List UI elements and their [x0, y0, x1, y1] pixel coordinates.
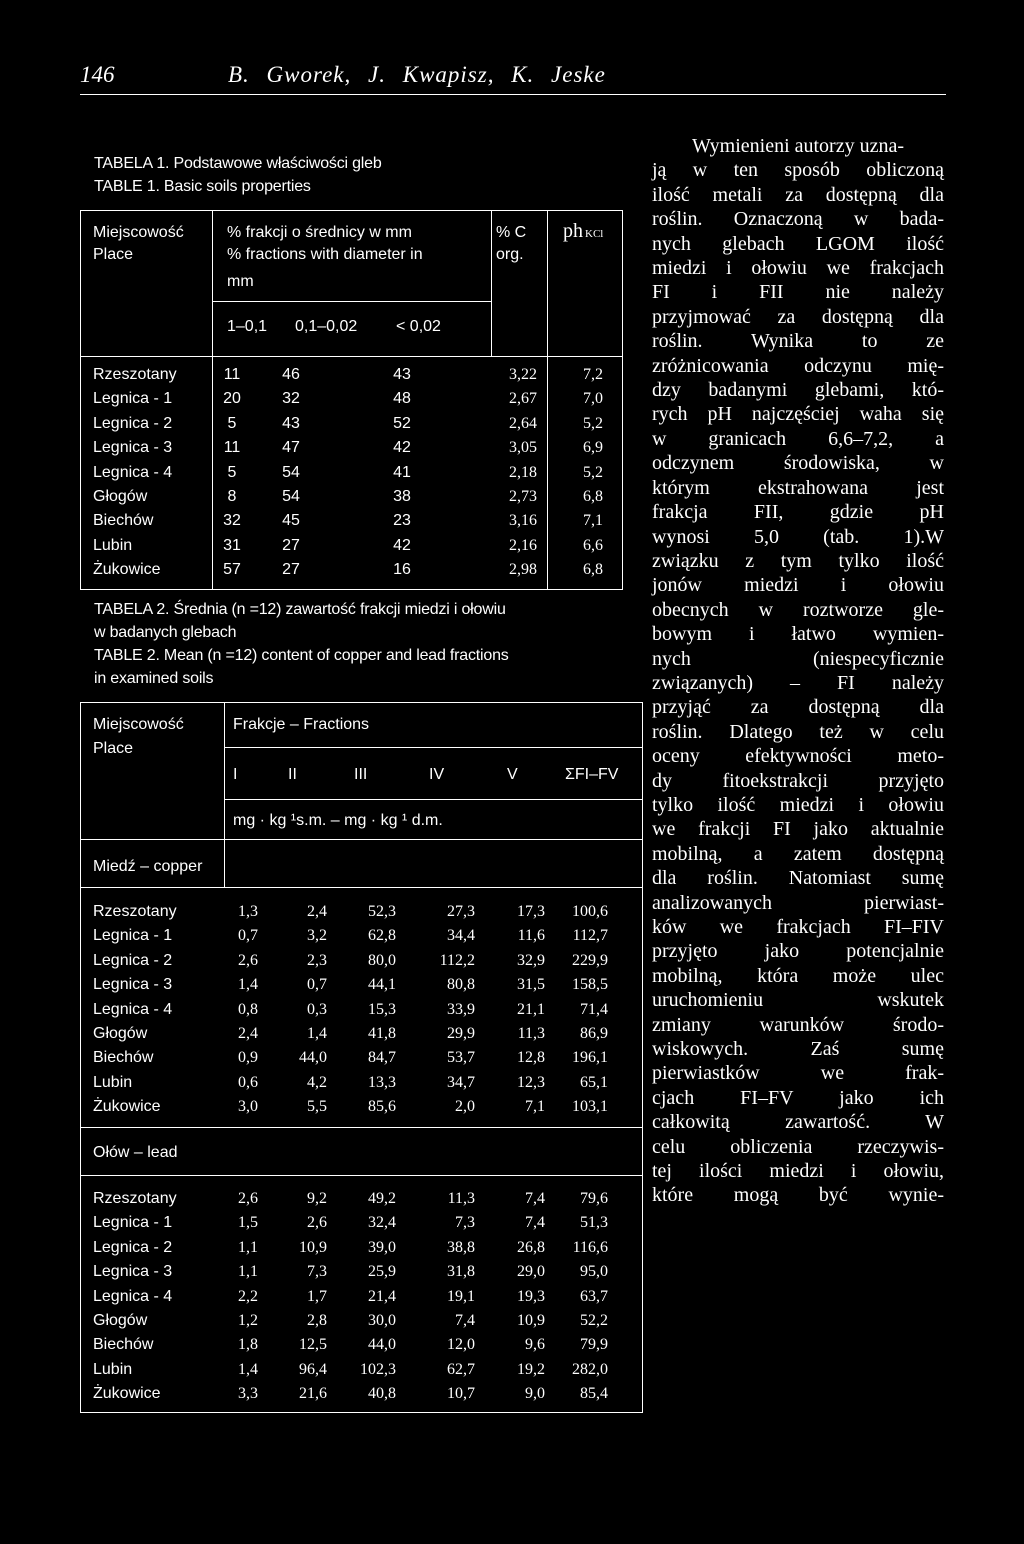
t2-cell: 62,8	[368, 927, 396, 945]
t2-cell: 12,5	[299, 1336, 327, 1354]
t2-cell: 7,3	[307, 1263, 327, 1281]
t2-cell: 85,6	[368, 1098, 396, 1116]
t2-cell: 40,8	[368, 1385, 396, 1403]
t2-cell: 39,0	[368, 1238, 396, 1256]
t2-cell: 2,6	[238, 1190, 258, 1207]
t2-cell: 0,7	[307, 976, 327, 994]
t1-cell: 52	[393, 414, 411, 432]
t2-cell: 7,4	[525, 1190, 545, 1207]
text-line: zmiany warunków środo-	[652, 1013, 944, 1036]
table2-caption-en-2: in examined soils	[94, 670, 214, 687]
t2-cell: 52,2	[580, 1311, 608, 1329]
t1-cell: 2,98	[509, 561, 537, 579]
t1-head-frac-pl: % frakcji o średnicy w mm	[227, 224, 412, 241]
t1-cell: 31	[223, 536, 241, 554]
t2-cell: 7,3	[455, 1214, 475, 1232]
t2-cell: 19,1	[447, 1287, 475, 1305]
t1-cell: 11	[223, 366, 241, 383]
t1-cell: 3,05	[509, 439, 537, 457]
t1-sub-b: 0,1–0,02	[295, 318, 358, 335]
t2-cell: 53,7	[447, 1049, 475, 1067]
text-line: przyjęto jako potencjalnie	[652, 940, 944, 963]
t2-cell: 30,0	[368, 1311, 396, 1329]
t2-cell: 84,7	[368, 1049, 396, 1067]
t2-cell: 19,2	[517, 1360, 545, 1378]
t2-cell: 3,3	[238, 1385, 258, 1403]
t1-cell: 6,8	[583, 561, 603, 579]
t2-cell: 112,7	[572, 927, 608, 945]
t2-pb-I	[211, 1187, 258, 1407]
t2-cell: 0,7	[238, 927, 258, 945]
text-line: ją w ten sposób obliczoną	[652, 159, 944, 182]
text-line: obecnych w roztworze gle-	[652, 598, 944, 621]
t2-cell: 7,4	[525, 1214, 545, 1232]
t1-head-c: % C	[496, 224, 527, 241]
table2	[80, 702, 643, 1413]
text-line: rych pH najczęściej waha się	[652, 403, 944, 426]
t1-place: Legnica - 4	[93, 463, 173, 481]
t2-place: Żukowice	[93, 1385, 161, 1403]
text-line: wiskowych. Zaś sumę	[652, 1038, 944, 1061]
text-line: związanych) – FI należy	[652, 671, 944, 694]
text-line: które mogą być wynie-	[652, 1184, 944, 1207]
t2-cell: 1,3	[238, 903, 258, 920]
text-line: którym ekstrahowana jest	[652, 476, 944, 499]
table2-caption-pl-2: w badanych glebach	[94, 624, 237, 641]
t1-cell: 20	[223, 390, 241, 408]
t2-cell: 9,6	[525, 1336, 545, 1354]
t2-cell: 4,2	[307, 1073, 327, 1091]
t2-cell: 31,8	[447, 1263, 475, 1281]
t1-cell: 54	[282, 487, 300, 505]
t1-places	[93, 363, 177, 583]
t2-place: Biechów	[93, 1049, 154, 1067]
text-line: dy fitoekstrakcji przyjęto	[652, 769, 944, 792]
t2-cell: 21,6	[299, 1385, 327, 1403]
t2-cell: 5,5	[307, 1098, 327, 1116]
text-line: bowym i łatwo wymien-	[652, 623, 944, 646]
t2-cell: 2,3	[307, 951, 327, 969]
t2-cell: 96,4	[299, 1360, 327, 1378]
t2-cell: 2,6	[238, 951, 258, 969]
t2-cell: 44,0	[368, 1336, 396, 1354]
t2-cell: 1,5	[238, 1214, 258, 1232]
text-line: we frakcji FI jako aktualnie	[652, 818, 944, 841]
text-line: tylko ilość miedzi i ołowiu	[652, 793, 944, 816]
t2-pb-IV	[411, 1187, 475, 1407]
t2-cell: 10,9	[299, 1238, 327, 1256]
text-line: ków we frakcjach FI–FIV	[652, 916, 944, 938]
t2-place: Legnica - 3	[93, 976, 173, 994]
t1-cell: 54	[282, 463, 300, 481]
t2-cell: 1,4	[238, 976, 258, 994]
t2-cell: 2,4	[238, 1024, 258, 1042]
t1-cell: 2,18	[509, 463, 537, 481]
t2-place: Legnica - 2	[93, 1238, 173, 1256]
t1-cell: 8	[227, 487, 237, 505]
t2-cell: 25,9	[368, 1263, 396, 1281]
text-line: dzy badanymi glebami, któ-	[652, 379, 944, 402]
t2-cell: 103,1	[572, 1098, 608, 1116]
t2-cell: 1,7	[307, 1287, 327, 1305]
t2-cell: 1,1	[238, 1263, 258, 1281]
t2-copper-label: Miedź – copper	[93, 858, 203, 875]
text-line: jonów miedzi i ołowiu	[652, 574, 944, 597]
t2-cell: 0,9	[238, 1049, 258, 1067]
t2-cell: 41,8	[368, 1024, 396, 1042]
t1-place: Głogów	[93, 487, 148, 505]
text-line: FI i FII nie należy	[652, 281, 944, 304]
t1-cell: 23	[393, 512, 411, 530]
t2-head-sum: ΣFI–FV	[565, 766, 619, 783]
t2-cell: 12,0	[447, 1336, 475, 1354]
text-line: miedzi i ołowiu we frakcjach	[652, 257, 944, 280]
t2-cell: 19,3	[517, 1287, 545, 1305]
t2-cell: 52,3	[368, 903, 396, 920]
t2-cell: 3,2	[307, 927, 327, 945]
t1-cell: 57	[223, 561, 241, 579]
t1-col-c	[387, 363, 417, 583]
table1-caption-en: TABLE 1. Basic soils properties	[94, 178, 311, 195]
t2-cell: 102,3	[360, 1360, 396, 1378]
t2-cell: 229,9	[572, 951, 608, 969]
t2-cell: 34,4	[447, 927, 475, 945]
text-line: wynosi 5,0 (tab. 1).W	[652, 525, 944, 548]
text-line: roślin. Dlatego też w celu	[652, 720, 944, 743]
t2-place: Biechów	[93, 1336, 154, 1354]
text-line: Wymienieni autorzy uzna-	[691, 135, 905, 157]
t2-cell: 31,5	[517, 976, 545, 994]
t2-cell: 29,9	[447, 1024, 475, 1042]
text-line: mobilną, która może ulec	[652, 964, 944, 987]
t2-cell: 11,3	[517, 1024, 545, 1042]
text-line: frakcja FII, gdzie pH	[652, 501, 944, 524]
t1-cell: 16	[393, 561, 411, 579]
t2-cell: 1,8	[238, 1336, 258, 1354]
t1-cell: 32	[223, 512, 241, 530]
t2-head-fractions: Frakcje – Fractions	[233, 716, 370, 733]
t2-cu-V	[486, 900, 545, 1120]
t1-head-c-org: org.	[496, 246, 524, 263]
t2-cu-III	[336, 900, 396, 1120]
t2-head-III: III	[354, 766, 368, 783]
t2-place: Rzeszotany	[93, 903, 177, 920]
t1-cell: 5	[227, 414, 237, 432]
text-line: roślin. Oznaczoną w bada-	[652, 208, 944, 231]
t2-place: Głogów	[93, 1024, 148, 1042]
text-line: ilość metali za dostępną dla	[652, 183, 944, 206]
t2-cell: 12,3	[517, 1073, 545, 1091]
t2-cell: 7,1	[525, 1098, 545, 1116]
t2-place: Legnica - 4	[93, 1000, 173, 1018]
text-line: nych glebach LGOM ilość	[652, 232, 944, 255]
t1-cell: 43	[393, 366, 411, 383]
text-line: odczynem środowiska, w	[652, 452, 944, 475]
t1-place: Biechów	[93, 512, 154, 530]
table2-caption-en-1: TABLE 2. Mean (n =12) content of copper and lead fractions	[94, 647, 509, 664]
t1-cell: 3,22	[509, 366, 537, 383]
t1-cell: 42	[393, 439, 411, 457]
t1-place: Legnica - 1	[93, 390, 173, 408]
t2-cell: 112,2	[439, 951, 475, 969]
text-line: w granicach 6,6–7,2, a	[652, 427, 944, 450]
t1-cell: 6,8	[583, 487, 603, 505]
t2-cell: 21,4	[368, 1287, 396, 1305]
t2-cell: 11,3	[447, 1190, 475, 1207]
t2-cell: 49,2	[368, 1190, 396, 1207]
t1-cell: 46	[282, 366, 300, 383]
t2-cell: 44,1	[368, 976, 396, 994]
t2-cell: 62,7	[447, 1360, 475, 1378]
t1-cell: 7,0	[583, 390, 603, 408]
t1-col-a	[217, 363, 247, 583]
t1-cell: 5,2	[583, 414, 603, 432]
t2-cell: 32,9	[517, 951, 545, 969]
t1-cell: 32	[282, 390, 300, 408]
text-line: roślin. Wynika to ze	[652, 330, 944, 353]
t2-place: Lubin	[93, 1360, 133, 1378]
t1-cell: 5	[227, 463, 237, 481]
text-line: cjach FI–FV jako ich	[652, 1086, 944, 1109]
t1-cell: 45	[282, 512, 300, 530]
t2-cell: 10,7	[447, 1385, 475, 1403]
t2-place: Żukowice	[93, 1098, 161, 1116]
t2-cu-places	[93, 900, 177, 1120]
t2-place: Głogów	[93, 1311, 148, 1329]
text-line: analizowanych pierwiast-	[652, 891, 944, 914]
t2-cell: 1,4	[238, 1360, 258, 1378]
text-line: celu obliczenia rzeczywis-	[652, 1135, 944, 1158]
t1-place: Legnica - 3	[93, 439, 173, 457]
text-line: nych (niespecyficznie	[652, 647, 944, 670]
t2-cell: 80,0	[368, 951, 396, 969]
t2-place: Legnica - 4	[93, 1287, 173, 1305]
t1-cell: 41	[393, 463, 411, 481]
text-line: dla roślin. Natomiast sumę	[652, 867, 944, 890]
t2-cell: 2,2	[238, 1287, 258, 1305]
t1-cell: 6,9	[583, 439, 603, 457]
t2-lead-label: Ołów – lead	[93, 1144, 178, 1161]
t2-pb-II	[271, 1187, 327, 1407]
t2-cell: 2,6	[307, 1214, 327, 1232]
t1-cell: 47	[282, 439, 300, 457]
t1-head-frac-en: % fractions with diameter in	[227, 246, 423, 263]
t2-place: Legnica - 2	[93, 951, 173, 969]
t2-cell: 85,4	[580, 1385, 608, 1403]
t2-cell: 11,6	[517, 927, 545, 945]
t2-cell: 2,0	[455, 1098, 475, 1116]
t2-cell: 10,9	[517, 1311, 545, 1329]
t2-cell: 79,9	[580, 1336, 608, 1354]
t2-pb-sum	[551, 1187, 608, 1407]
t2-cu-I	[211, 900, 258, 1120]
text-line: pierwiastków we frak-	[652, 1062, 944, 1085]
authors: B. Gworek, J. Kwapisz, K. Jeske	[228, 62, 606, 87]
t2-head-place-pl: Miejscowość	[93, 716, 184, 733]
t2-head-V: V	[507, 766, 518, 783]
text-line: uruchomieniu wskutek	[652, 989, 944, 1012]
t1-cell: 38	[393, 487, 411, 505]
t2-cell: 21,1	[517, 1000, 545, 1018]
table1	[80, 210, 623, 590]
t2-cell: 0,3	[307, 1000, 327, 1018]
t1-sub-a: 1–0,1	[227, 318, 268, 335]
t1-head-place-pl: Miejscowość	[93, 224, 184, 241]
t2-head-II: II	[288, 766, 297, 783]
t2-cell: 7,4	[455, 1311, 475, 1329]
t2-cell: 86,9	[580, 1024, 608, 1042]
t1-col-corg	[491, 363, 537, 583]
t1-cell: 2,64	[509, 414, 537, 432]
text-line: tej ilości miedzi i ołowiu,	[652, 1160, 944, 1183]
t2-cell: 63,7	[580, 1287, 608, 1305]
t1-head-frac-mm: mm	[227, 273, 254, 290]
t2-pb-places	[93, 1187, 177, 1407]
t2-head-I: I	[233, 766, 238, 783]
t2-cell: 38,8	[447, 1238, 475, 1256]
text-line: przyjmować za dostępną dla	[652, 305, 944, 328]
t1-cell: 2,16	[509, 536, 537, 554]
t2-place: Rzeszotany	[93, 1190, 177, 1207]
t2-cell: 71,4	[580, 1000, 608, 1018]
t1-head-place-en: Place	[93, 246, 134, 263]
t2-head-IV: IV	[429, 766, 445, 783]
text-line: całkowitą zawartość. W	[652, 1111, 944, 1134]
body-text-column	[652, 134, 944, 1208]
table1-caption-pl: TABELA 1. Podstawowe właściwości gleb	[94, 155, 382, 172]
text-line: mobilną, a zatem dostępną	[652, 842, 944, 865]
t2-cell: 27,3	[447, 903, 475, 920]
running-header	[80, 60, 946, 95]
t2-cell: 158,5	[572, 976, 608, 994]
t2-cell: 0,6	[238, 1073, 258, 1091]
t2-cell: 26,8	[517, 1238, 545, 1256]
t1-cell: 7,2	[583, 366, 603, 383]
text-line: przyjąć za dostępną dla	[652, 696, 944, 719]
t2-cell: 2,8	[307, 1311, 327, 1329]
t1-col-ph	[551, 363, 603, 583]
t1-cell: 6,6	[583, 536, 603, 554]
t2-cell: 1,1	[238, 1238, 258, 1256]
t2-cell: 2,4	[307, 903, 327, 920]
t2-cell: 44,0	[299, 1049, 327, 1067]
t1-head-ph: ph KCl	[563, 220, 604, 242]
t2-cell: 100,6	[572, 903, 608, 920]
t1-cell: 2,67	[509, 390, 537, 408]
t2-cell: 95,0	[580, 1263, 608, 1281]
t2-cell: 79,6	[580, 1190, 608, 1207]
t2-cu-sum	[551, 900, 608, 1120]
t2-cell: 15,3	[368, 1000, 396, 1018]
t1-place: Legnica - 2	[93, 414, 173, 432]
t1-cell: 3,16	[509, 512, 537, 530]
t1-col-b	[276, 363, 306, 583]
t2-cell: 196,1	[572, 1049, 608, 1067]
t2-cell: 34,7	[447, 1073, 475, 1091]
t2-place: Lubin	[93, 1073, 133, 1091]
t2-cell: 13,3	[368, 1073, 396, 1091]
t1-place: Lubin	[93, 536, 133, 554]
text-line: związku z tym tylko ilość	[652, 549, 944, 572]
table2-caption-pl-1: TABELA 2. Średnia (n =12) zawartość frakcji miedzi i ołowiu	[94, 601, 506, 618]
t2-cu-IV	[411, 900, 475, 1120]
t2-cell: 29,0	[517, 1263, 545, 1281]
page-number: 146	[80, 62, 115, 87]
t2-cell: 32,4	[368, 1214, 396, 1232]
t1-cell: 27	[282, 561, 300, 579]
t2-place: Legnica - 1	[93, 927, 173, 945]
t2-units: mg · kg ¹s.m. – mg · kg ¹ d.m.	[233, 812, 443, 829]
t1-cell: 27	[282, 536, 300, 554]
t2-cell: 9,2	[307, 1190, 327, 1207]
t2-cell: 3,0	[238, 1098, 258, 1116]
t2-cu-II	[271, 900, 327, 1120]
t2-cell: 282,0	[572, 1360, 608, 1378]
t2-cell: 33,9	[447, 1000, 475, 1018]
t2-cell: 116,6	[572, 1238, 608, 1256]
t2-head-place-en: Place	[93, 740, 134, 757]
t1-cell: 48	[393, 390, 411, 408]
t2-cell: 51,3	[580, 1214, 608, 1232]
t1-cell: 7,1	[583, 512, 603, 530]
t2-cell: 1,4	[307, 1024, 327, 1042]
t1-cell: 2,73	[509, 487, 537, 505]
t2-cell: 65,1	[580, 1073, 608, 1091]
t1-cell: 5,2	[583, 463, 603, 481]
t2-place: Legnica - 3	[93, 1263, 173, 1281]
t2-pb-V	[486, 1187, 545, 1407]
t2-cell: 17,3	[517, 903, 545, 920]
t2-place: Legnica - 1	[93, 1214, 173, 1232]
t1-cell: 42	[393, 536, 411, 554]
t2-pb-III	[336, 1187, 396, 1407]
t1-sub-c: < 0,02	[396, 318, 441, 335]
t1-place: Rzeszotany	[93, 366, 177, 383]
t1-cell: 11	[223, 439, 241, 457]
t2-cell: 9,0	[525, 1385, 545, 1403]
t1-cell: 43	[282, 414, 300, 432]
t2-cell: 80,8	[447, 976, 475, 994]
text-line: zróżnicowania odczynu mię-	[652, 354, 944, 377]
t1-place: Żukowice	[93, 561, 161, 579]
t2-cell: 12,8	[517, 1049, 545, 1067]
t2-cell: 0,8	[238, 1000, 258, 1018]
t2-cell: 1,2	[238, 1311, 258, 1329]
text-line: oceny efektywności meto-	[652, 745, 944, 768]
